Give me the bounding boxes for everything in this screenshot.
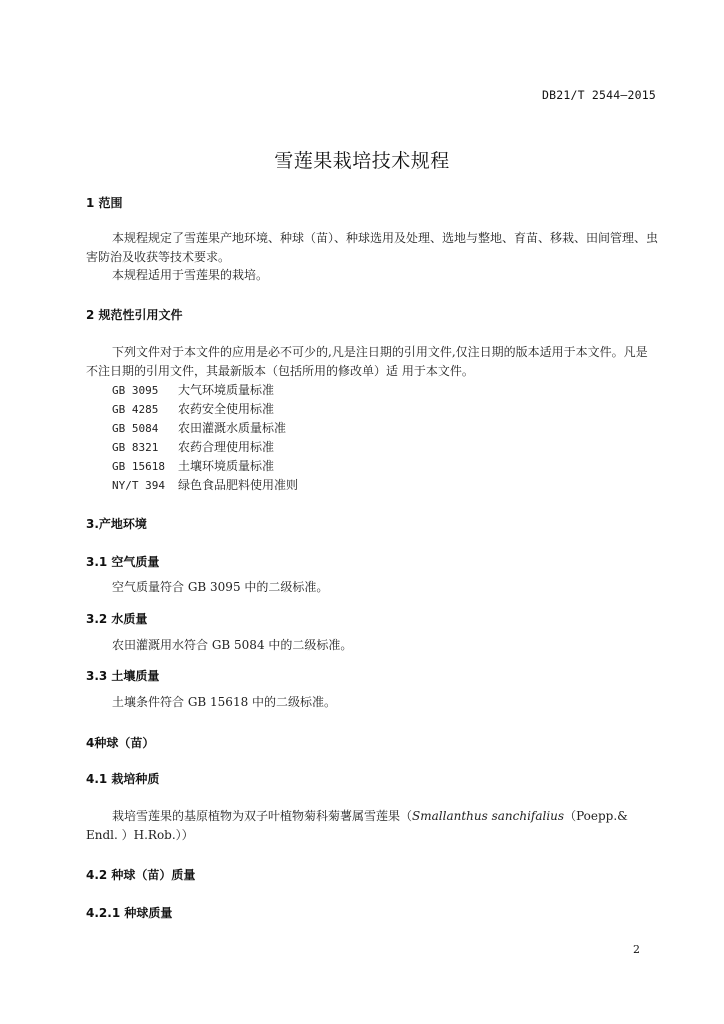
section-3-3-paragraph: 土壤条件符合 GB 15618 中的二级标准。 (112, 695, 337, 709)
section-1-paragraph-2: 本规程适用于雪莲果的栽培。 (112, 268, 269, 282)
species-text-after: （Poepp.& Endl. ）H.Rob.）） (86, 809, 628, 842)
reference-item (112, 419, 286, 436)
reference-name: 农药安全使用标准 (178, 402, 275, 416)
reference-name: 农药合理使用标准 (178, 440, 275, 454)
reference-name: 土壤环境质量标准 (178, 459, 275, 473)
section-3-1-heading: 3.1 空气质量 (86, 555, 160, 569)
section-3-2-paragraph: 农田灌溉用水符合 GB 5084 中的二级标准。 (112, 638, 353, 652)
section-4-2-1-heading: 4.2.1 种球质量 (86, 906, 173, 920)
reference-item (112, 400, 274, 417)
reference-code: GB 3095 (112, 384, 159, 397)
reference-name: 大气环境质量标准 (178, 383, 275, 397)
standard-code: DB21/T 2544—2015 (542, 88, 656, 102)
section-4-1-paragraph (86, 807, 658, 845)
section-3-1-paragraph: 空气质量符合 GB 3095 中的二级标准。 (112, 580, 329, 594)
section-4-heading: 4种球（苗） (86, 736, 155, 750)
section-2-paragraph-1: 下列文件对于本文件的应用是必不可少的,凡是注日期的引用文件,仅注日期的版本适用于本文件。凡是不注日期的引用文件，其最新版本（包括所用的修改单）适 用于本文件。 (86, 345, 648, 378)
reference-code: GB 8321 (112, 441, 159, 454)
reference-name: 农田灌溉水质量标准 (178, 421, 287, 435)
reference-code: GB 5084 (112, 422, 159, 435)
section-2-heading: 2 规范性引用文件 (86, 308, 183, 322)
section-4-2-heading: 4.2 种球（苗）质量 (86, 868, 196, 882)
reference-code: GB 4285 (112, 403, 159, 416)
section-1-heading: 1 范围 (86, 196, 123, 210)
species-latin-name: Smallanthus sanchifalius (412, 809, 565, 823)
reference-code: GB 15618 (112, 460, 165, 473)
reference-item (112, 438, 274, 455)
document-title: 雪莲果栽培技术规程 (274, 150, 450, 172)
section-3-3-heading: 3.3 土壤质量 (86, 669, 160, 683)
page-number: 2 (633, 943, 640, 956)
reference-item (112, 381, 274, 398)
reference-name: 绿色食品肥料使用准则 (178, 478, 299, 492)
section-3-2-heading: 3.2 水质量 (86, 612, 148, 626)
species-text-before: 栽培雪莲果的基原植物为双子叶植物菊科菊薯属雪莲果（ (112, 809, 413, 823)
reference-item (112, 476, 298, 493)
section-3-heading: 3.产地环境 (86, 517, 147, 531)
section-1-paragraph-1: 本规程规定了雪莲果产地环境、种球（苗）、种球选用及处理、选地与整地、育苗、移栽、田间管理、虫害防治及收获等技术要求。 (86, 231, 659, 264)
section-4-1-heading: 4.1 栽培种质 (86, 772, 160, 786)
reference-item (112, 457, 274, 474)
reference-code: NY/T 394 (112, 479, 165, 492)
